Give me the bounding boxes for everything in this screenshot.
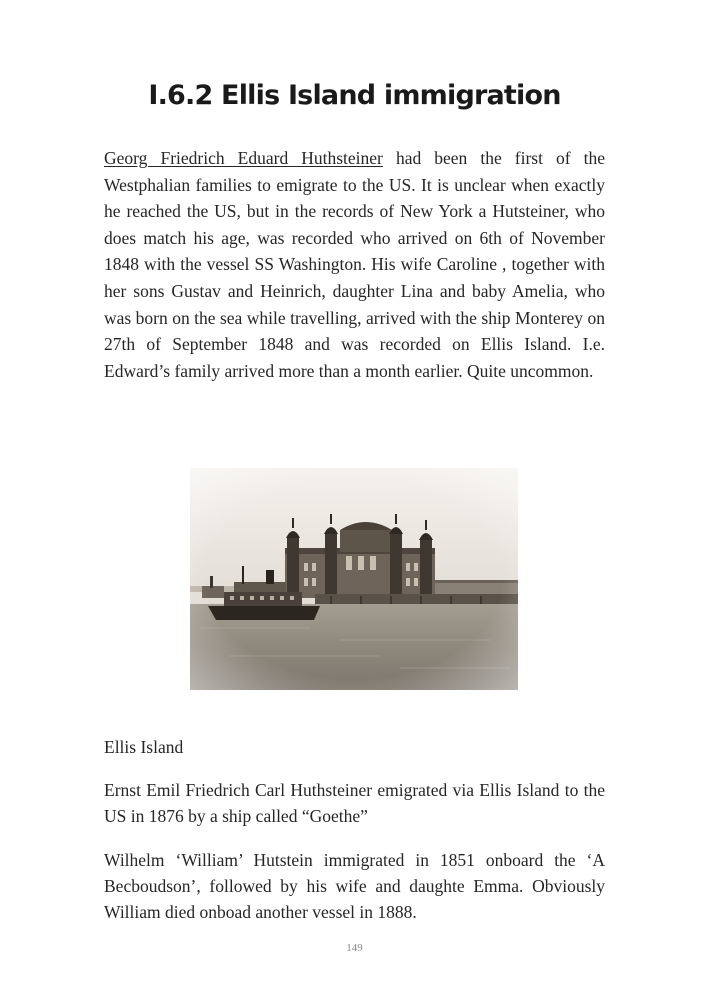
intro-paragraph-text: had been the first of the Westphalian families to emigrate to the US. It is unclear when exactly he reached the US, but in the records of New York a Hutsteiner, who does match his age, was recorded who arrived on 6th of November 1848 with the vessel SS Washington. His wife Caroline , together with her sons Gustav and Heinrich, daughter Lina and baby Amelia, who was born on the sea while travelling, arrived with the ship Monterey on 27th of September 1848 and was recorded on Ellis Island. I.e. Edward’s family arrived more than a month earlier. Quite uncommon. xyxy=(104,148,605,381)
paragraph-ernst: Ernst Emil Friedrich Carl Huthsteiner emigrated via Ellis Island to the US in 1876 by a ship called “Goethe” xyxy=(104,780,605,826)
photo-caption: Ellis Island xyxy=(104,737,184,757)
page-number: 149 xyxy=(346,942,363,954)
page-title: I.6.2 Ellis Island immigration xyxy=(148,80,561,111)
ellis-island-photo xyxy=(190,468,518,690)
person-link[interactable]: Georg Friedrich Eduard Huthsteiner xyxy=(104,148,383,168)
intro-paragraph xyxy=(104,145,605,384)
paragraph-wilhelm: Wilhelm ‘William’ Hutstein immigrated in 1851 onboard the ‘A Becboudson’, followed by his wife and daughte Emma. Obviously William died onboad another vessel in 1888. xyxy=(104,850,605,922)
